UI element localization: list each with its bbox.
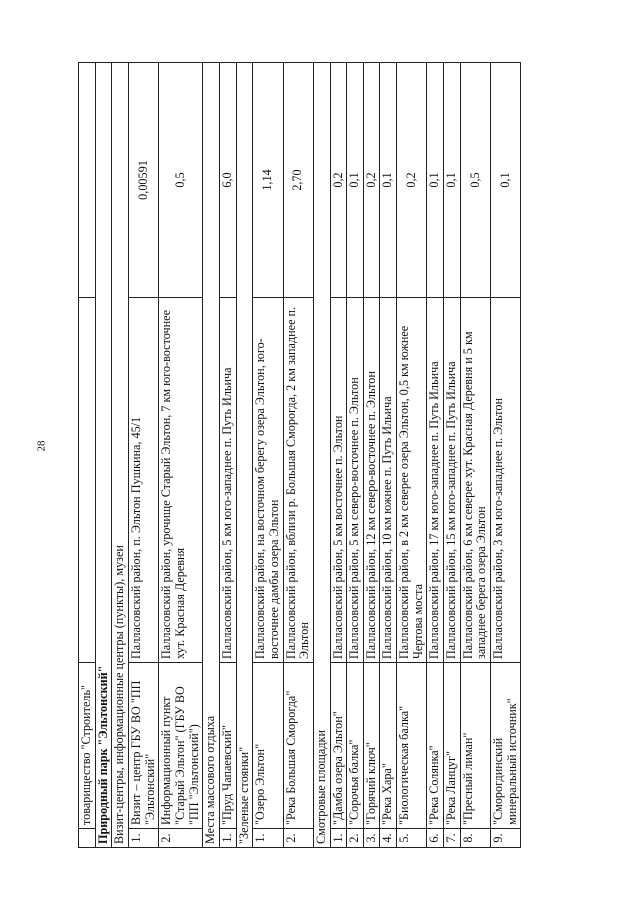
park-header: Природный парк "Эльтонский" [95,63,112,848]
section-row [112,63,129,848]
cell-name: товарищество "Строитель" [79,663,96,829]
section-row [313,63,330,848]
cell-area: 6,0 [219,63,236,298]
cell-location: Палласовский район, на восточном берегу озера Эльтон, юго-восточнее дамбы озера Эльтон [253,298,283,663]
cell-location: Палласовский район, 10 км южнее п. Путь Ильича [380,298,397,663]
table-row [444,63,461,848]
cell-name: "Сорочья балка" [347,663,364,829]
cell-location: Палласовский район, в 2 км северее озера Эльтон, 0,5 км южнее Чертова моста [397,298,427,663]
cell-location: Палласовский район, 5 км юго-западнее п. Путь Ильича [219,298,236,663]
cell-name: Визит – центр ГБУ ВО "ПП "Эльтонский" [128,663,158,829]
section-title: Визит-центры, информационные центры (пункты), музеи [112,63,129,848]
cell-location: Палласовский район, урочище Старый Эльтон, 7 км юго-восточнее хут. Красная Деревня [159,298,203,663]
cell-area: 1,14 [253,63,283,298]
cell-num: 5. [397,829,427,848]
page-number: 28 [35,440,48,452]
cell-name: "Река Большая Сморогда" [283,663,313,829]
cell-area: 0,2 [330,63,347,298]
table-body [79,63,521,848]
cell-num: 1. [330,829,347,848]
cell-name: "Озеро Эльтон" [253,663,283,829]
table-row [159,63,203,848]
cell-name: "Река Хара" [380,663,397,829]
cell-area: 0,1 [444,63,461,298]
cell-area: 2,70 [283,63,313,298]
cell-location: Палласовский район, вблизи р. Большая Сморогда, 2 км западнее п. Эльтон [283,298,313,663]
cell-location: Палласовский район, 5 км северо-восточнее п. Эльтон [347,298,364,663]
section-title: Места массового отдыха [203,63,220,848]
cell-location: Палласовский район, 15 км юго-западнее п. Путь Ильича [444,298,461,663]
table-row [128,63,158,848]
cell-area: 0,2 [363,63,380,298]
cell-num: 7. [444,829,461,848]
cell-location: Палласовский район, 3 км юго-западнее п. Эльтон [491,298,521,663]
cell-area [79,63,96,298]
table-row [253,63,283,848]
cell-location: Палласовский район, 17 км юго-западнее п. Путь Ильича [427,298,444,663]
cell-area: 0,1 [347,63,364,298]
cell-num: 6. [427,829,444,848]
section-row [236,63,253,848]
cell-area: 0,2 [397,63,427,298]
table-row [460,63,490,848]
cell-name: "Пруд Чапаевский" [219,663,236,829]
cell-name: "Дамба озера Эльтон" [330,663,347,829]
cell-location: Палласовский район, п. Эльтон Пушкина, 45/1 [128,298,158,663]
cell-name: "Пресный лиман" [460,663,490,829]
table-row [283,63,313,848]
cell-location: Палласовский район, 5 км восточнее п. Эльтон [330,298,347,663]
table-row [330,63,347,848]
cell-num: 1. [128,829,158,848]
table-row [219,63,236,848]
cell-num: 1. [253,829,283,848]
cell-area: 0,1 [491,63,521,298]
cell-num: 2. [283,829,313,848]
cell-location: Палласовский район, 12 км северо-восточнее п. Эльтон [363,298,380,663]
cell-area: 0,5 [159,63,203,298]
cell-name: "Река Ланцуг" [444,663,461,829]
table-row [363,63,380,848]
cell-num: 3. [363,829,380,848]
cell-area: 0,00591 [128,63,158,298]
objects-table [78,62,521,848]
cell-num: 1. [219,829,236,848]
cell-area: 0,1 [380,63,397,298]
table-row [347,63,364,848]
park-header-row [95,63,112,848]
section-row [203,63,220,848]
cell-name: "Река Солянка" [427,663,444,829]
table-row [427,63,444,848]
table-row [79,63,96,848]
section-title: "Зеленые стоянки" [236,63,253,848]
cell-num: 4. [380,829,397,848]
cell-name: "Биологическая балка" [397,663,427,829]
cell-num: 2. [347,829,364,848]
cell-name: "Сморогдинский минеральный источник" [491,663,521,829]
cell-area: 0,1 [427,63,444,298]
table-row [491,63,521,848]
cell-num: 9. [491,829,521,848]
cell-name: Информационный пункт "Старый Эльтон" (ГБУ ВО "ПП "Эльтонский") [159,663,203,829]
cell-num: 2. [159,829,203,848]
cell-num: 8. [460,829,490,848]
table-row [380,63,397,848]
section-title: Смотровые площадки [313,63,330,848]
cell-location [79,298,96,663]
cell-name: "Горячий ключ" [363,663,380,829]
cell-area: 0,5 [460,63,490,298]
table-row [397,63,427,848]
cell-location: Палласовский район, 6 км северее хут. Красная Деревня и 5 км западнее берега озера Эльтон [460,298,490,663]
rotated-table-container [78,63,566,848]
cell-num [79,829,96,848]
